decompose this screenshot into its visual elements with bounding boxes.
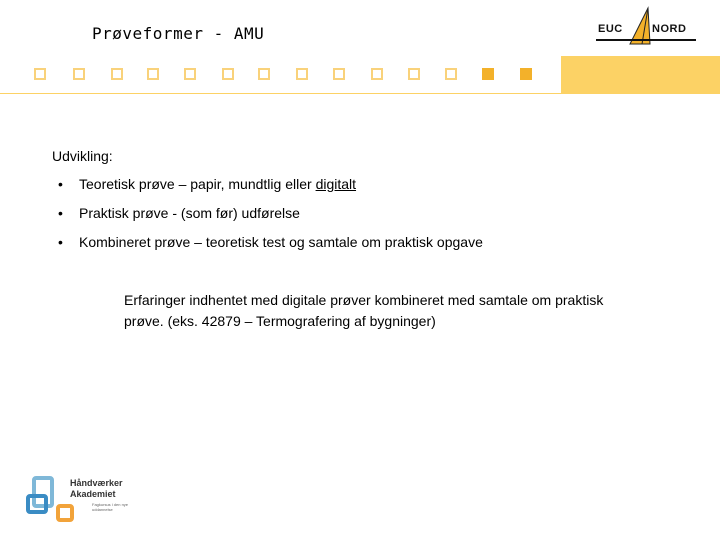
band-square [34,68,46,80]
band-bottom-line [0,93,561,94]
slide-title: Prøveformer - AMU [92,24,265,43]
band-square [296,68,308,80]
decorative-band [0,56,720,94]
logo-euc-text: EUC [598,23,623,35]
bullet-marker: • [58,176,63,192]
section-heading: Udvikling: [52,148,113,164]
band-square [408,68,420,80]
bullet-text: Teoretisk prøve – papir, mundtlig eller [79,176,316,192]
euc-nord-logo [596,6,696,46]
band-square [222,68,234,80]
bullet-item [79,176,356,192]
logo-text-line2: Akademiet [70,489,116,499]
haandvaerker-akademiet-logo [24,474,144,528]
bullet-marker: • [58,234,63,250]
band-square [184,68,196,80]
band-square [333,68,345,80]
band-square [111,68,123,80]
band-square [147,68,159,80]
body-paragraph: Erfaringer indhentet med digitale prøver kombineret med samtale om praktisk prøve. (eks. 42879 – Termografering af bygninger) [124,292,604,329]
band-yellow-block [561,56,720,94]
logo-box-dark-blue [26,494,48,514]
logo-box-orange [56,504,74,522]
logo-text-line1: Håndværker [70,478,123,488]
logo-underline [596,39,696,41]
logo-tagline: Fagkursus i den nye uddannelse [92,502,129,512]
bullet-item: Praktisk prøve - (som før) udførelse [79,205,300,221]
band-square [371,68,383,80]
band-square-filled [520,68,532,80]
bullet-marker: • [58,205,63,221]
band-square [73,68,85,80]
bullet-item: Kombineret prøve – teoretisk test og samtale om praktisk opgave [79,234,483,250]
band-square [445,68,457,80]
logo-nord-text: NORD [652,23,687,35]
band-square [258,68,270,80]
band-square-filled [482,68,494,80]
bullet-emphasis: digitalt [315,176,357,192]
